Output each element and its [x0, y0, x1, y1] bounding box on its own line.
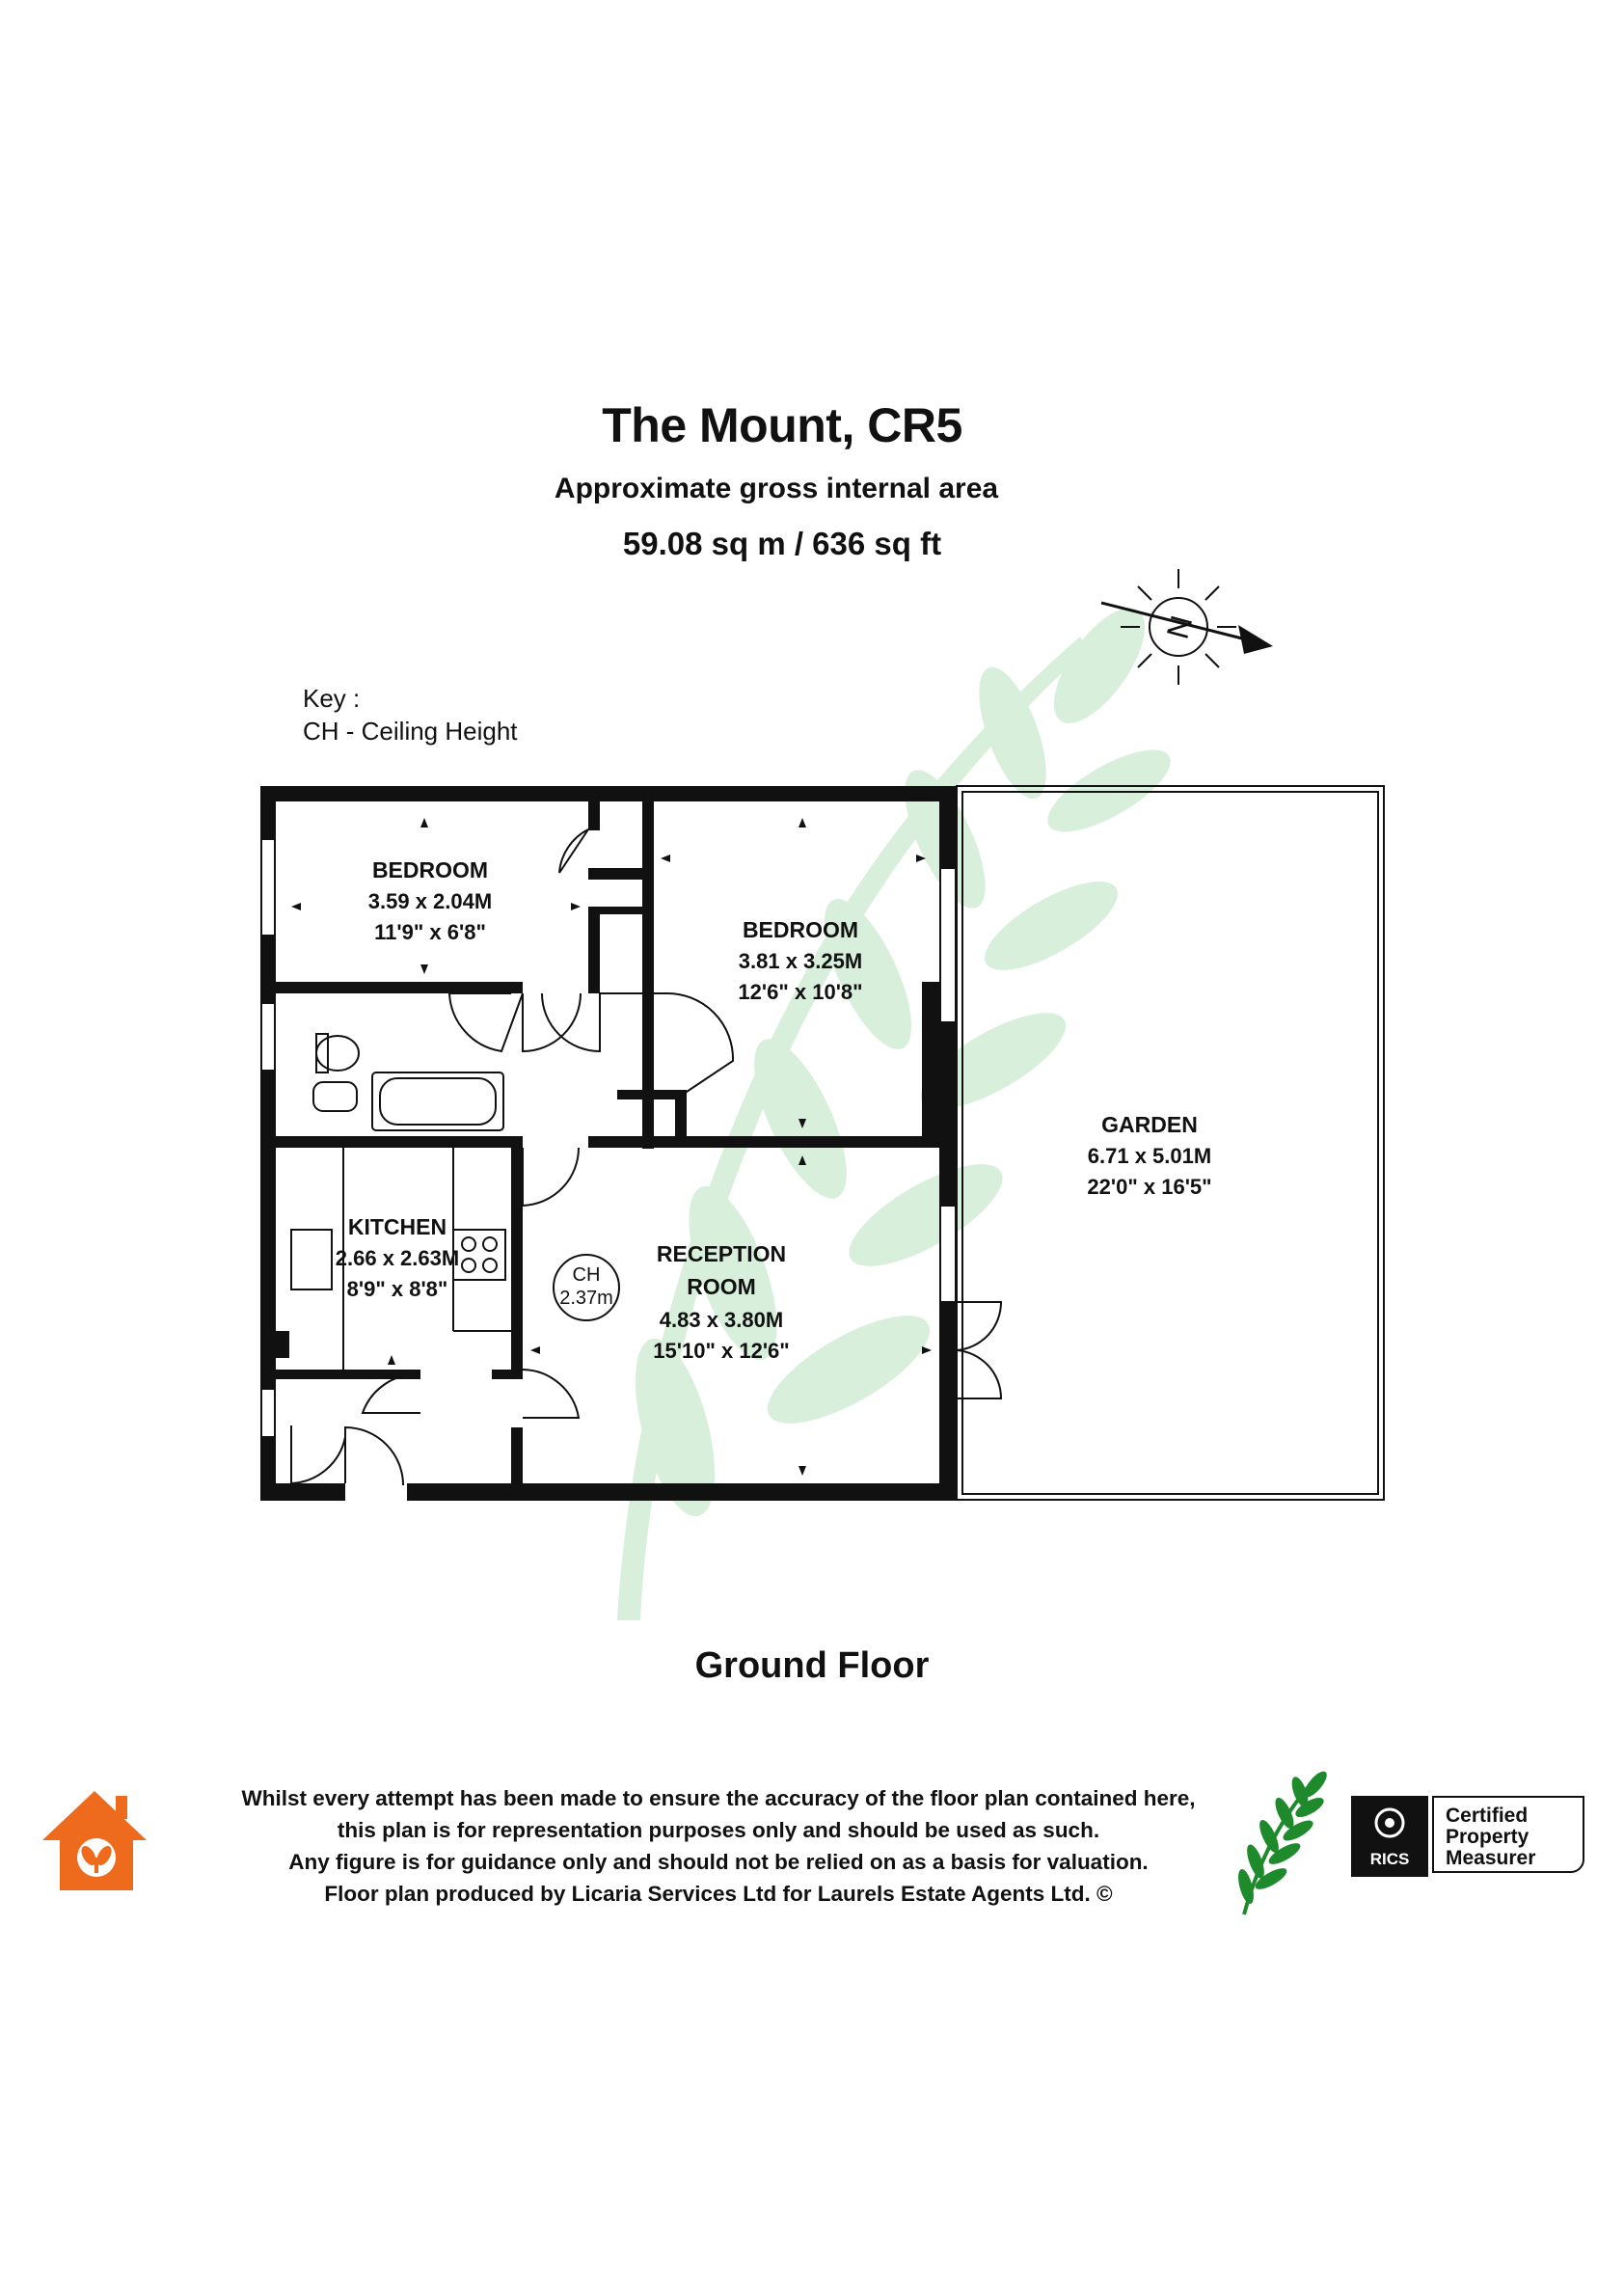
disclaimer [222, 1782, 1215, 1910]
room-bedroom-1-metric: 3.59 x 2.04M [367, 889, 493, 913]
certified-property-measurer [1432, 1796, 1584, 1873]
room-garden-imperial: 22'0" x 16'5" [1087, 1175, 1212, 1199]
plan-subtitle: Approximate gross internal area [554, 473, 999, 504]
rics-cert-line-3: Measurer [1446, 1847, 1536, 1869]
rics-cert-line-2: Property [1446, 1826, 1529, 1848]
disclaimer-line-4: Floor plan produced by Licaria Services Ltd for Laurels Estate Agents Ltd. © [324, 1882, 1113, 1906]
room-bedroom-2-imperial: 12'6" x 10'8" [738, 980, 863, 1004]
room-kitchen-metric: 2.66 x 2.63M [335, 1246, 460, 1270]
disclaimer-line-1: Whilst every attempt has been made to ensure the accuracy of the floor plan contained here, [241, 1786, 1196, 1810]
room-kitchen-imperial: 8'9" x 8'8" [346, 1277, 448, 1301]
ceiling-height-value: 2.37m [559, 1288, 613, 1309]
bathroom-fixtures [313, 1034, 503, 1130]
ceiling-height-label: CH [572, 1264, 601, 1286]
rics-certified-badge [1351, 1796, 1588, 1877]
laurels-house-logo [42, 1791, 147, 1890]
room-reception-metric: 4.83 x 3.80M [659, 1308, 784, 1332]
key-entry: CH - Ceiling Height [303, 717, 518, 746]
room-bedroom-1-name: BEDROOM [371, 857, 489, 882]
rics-lion-icon [1351, 1796, 1428, 1854]
plan-title: The Mount, CR5 [602, 398, 962, 452]
gross-area: 59.08 sq m / 636 sq ft [622, 526, 942, 561]
disclaimer-line-2: this plan is for representation purposes only and should be used as such. [337, 1818, 1100, 1842]
key-heading: Key : [303, 684, 361, 713]
room-reception-imperial: 15'10" x 12'6" [653, 1339, 790, 1363]
room-garden-name: GARDEN [1101, 1112, 1198, 1137]
rics-cert-line-1: Certified [1446, 1805, 1529, 1827]
leaf-watermark [617, 593, 1181, 1620]
room-bedroom-2-name: BEDROOM [742, 917, 859, 942]
rics-logo [1351, 1796, 1428, 1877]
room-bedroom-2-metric: 3.81 x 3.25M [738, 949, 863, 973]
room-kitchen-name: KITCHEN [347, 1214, 447, 1239]
leaf-sprig-icon [1236, 1769, 1330, 1914]
garden-outline [957, 786, 1384, 1500]
room-reception-name-line2: ROOM [687, 1274, 756, 1299]
room-reception-name-line1: RECEPTION [656, 1241, 787, 1266]
disclaimer-line-3: Any figure is for guidance only and should not be relied on as a basis for valuation. [288, 1850, 1149, 1874]
room-bedroom-1-imperial: 11'9" x 6'8" [374, 920, 486, 944]
compass-north-letter: N [1159, 611, 1200, 643]
rics-brand-text: RICS [1369, 1850, 1410, 1868]
floor-label: Ground Floor [694, 1645, 930, 1686]
room-garden-metric: 6.71 x 5.01M [1087, 1144, 1212, 1168]
